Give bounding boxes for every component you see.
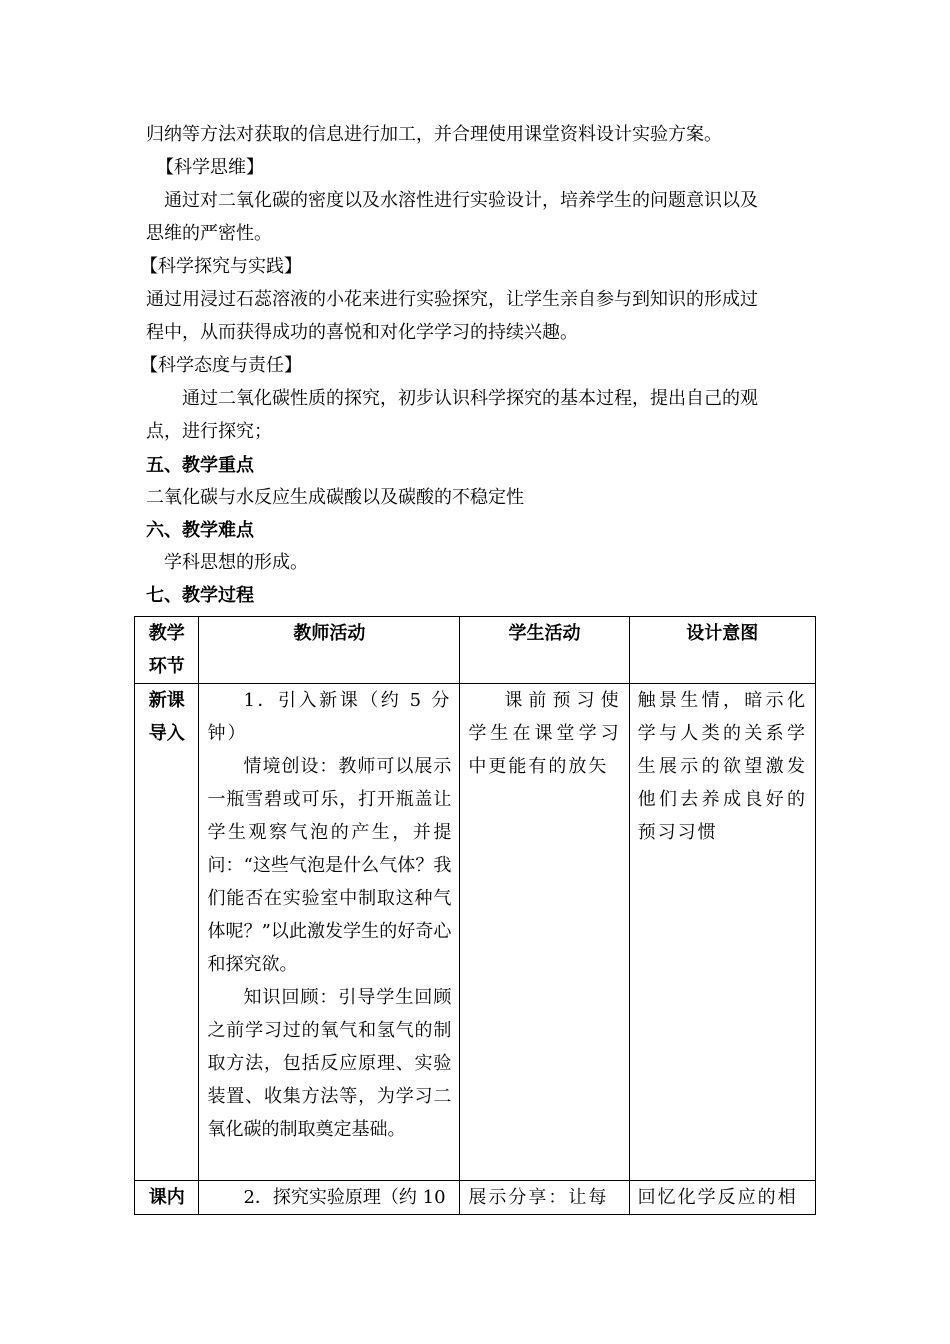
paragraph-attitude-line1: 通过二氧化碳性质的探究，初步认识科学探究的基本过程，提出自己的观 (182, 388, 758, 409)
cell-student (460, 1181, 629, 1215)
design-intent: 回忆化学反应的相 (637, 1187, 798, 1208)
cell-teacher (199, 1181, 460, 1215)
header-student-label: 学生活动 (508, 623, 581, 644)
heading-scientific-thinking: 【科学思维】 (156, 157, 264, 178)
paragraph-thinking-line1: 通过对二氧化碳的密度以及水溶性进行实验设计，培养学生的问题意识以及 (164, 190, 758, 211)
section-title-difficulties: 六、教学难点 (146, 520, 254, 541)
section-body-key-points: 二氧化碳与水反应生成碳酸以及碳酸的不稳定性 (146, 487, 524, 508)
header-intent-label: 设计意图 (686, 623, 759, 644)
section-body-difficulties: 学科思想的形成。 (164, 552, 308, 573)
paragraph-attitude-line2: 点，进行探究； (146, 421, 272, 442)
header-stage (135, 617, 199, 684)
heading-scientific-inquiry: 【科学探究与实践】 (140, 256, 302, 277)
header-teacher-label: 教师活动 (293, 623, 366, 644)
heading-scientific-attitude: 【科学态度与责任】 (140, 355, 302, 376)
teacher-paragraph: 知识回顾：引导学生回顾之前学习过的氧气和氢气的制取方法，包括反应原理、实验装置、收集方法等，为学习二氧化碳的制取奠定基础。 (207, 987, 452, 1140)
header-student (460, 617, 629, 684)
table-row (135, 684, 816, 1181)
student-activity: 展示分享：让每 (468, 1187, 609, 1208)
section-title-key-points: 五、教学重点 (146, 455, 254, 476)
teacher-step-title: 2．探究实验原理（约 10 (243, 1187, 446, 1208)
teacher-activity (199, 684, 459, 1146)
table-row (135, 1181, 816, 1215)
paragraph-thinking-line2: 思维的严密性。 (146, 223, 272, 244)
paragraph-info-processing: 归纳等方法对获取的信息进行加工，并合理使用课堂资料设计实验方案。 (146, 124, 722, 145)
teacher-step-title: 1．引入新课（约 5 分钟） (207, 690, 452, 744)
student-activity: 课前预习使学生在课堂学习中更能有的放矢 (468, 690, 621, 777)
header-teacher (199, 617, 460, 684)
cell-stage (135, 684, 199, 1181)
cell-teacher (199, 684, 460, 1181)
paragraph-inquiry-line2: 程中，从而获得成功的喜悦和对化学学习的持续兴趣。 (146, 322, 578, 343)
cell-intent (629, 1181, 815, 1215)
section-title-teaching-process: 七、教学过程 (146, 585, 254, 606)
header-intent (629, 617, 815, 684)
cell-intent (629, 684, 815, 1181)
paragraph-inquiry-line1: 通过用浸过石蕊溶液的小花来进行实验探究，让学生亲自参与到知识的形成过 (146, 289, 758, 310)
cell-student (460, 684, 629, 1181)
stage-label: 课内 (148, 1187, 185, 1208)
table-header-row (135, 617, 816, 684)
header-stage-label: 教学环节 (148, 623, 185, 677)
cell-stage (135, 1181, 199, 1215)
stage-label: 新课导入 (148, 690, 185, 744)
teaching-process-table (134, 616, 816, 1215)
teacher-paragraph: 情境创设：教师可以展示一瓶雪碧或可乐，打开瓶盖让学生观察气泡的产生，并提问：“这些气泡是什么气体？我们能否在实验室中制取这种气体呢？”以此激发学生的好奇心和探究欲。 (207, 756, 452, 975)
design-intent: 触景生情，暗示化学与人类的关系学生展示的欲望激发他们去养成良好的预习习惯 (637, 690, 807, 843)
